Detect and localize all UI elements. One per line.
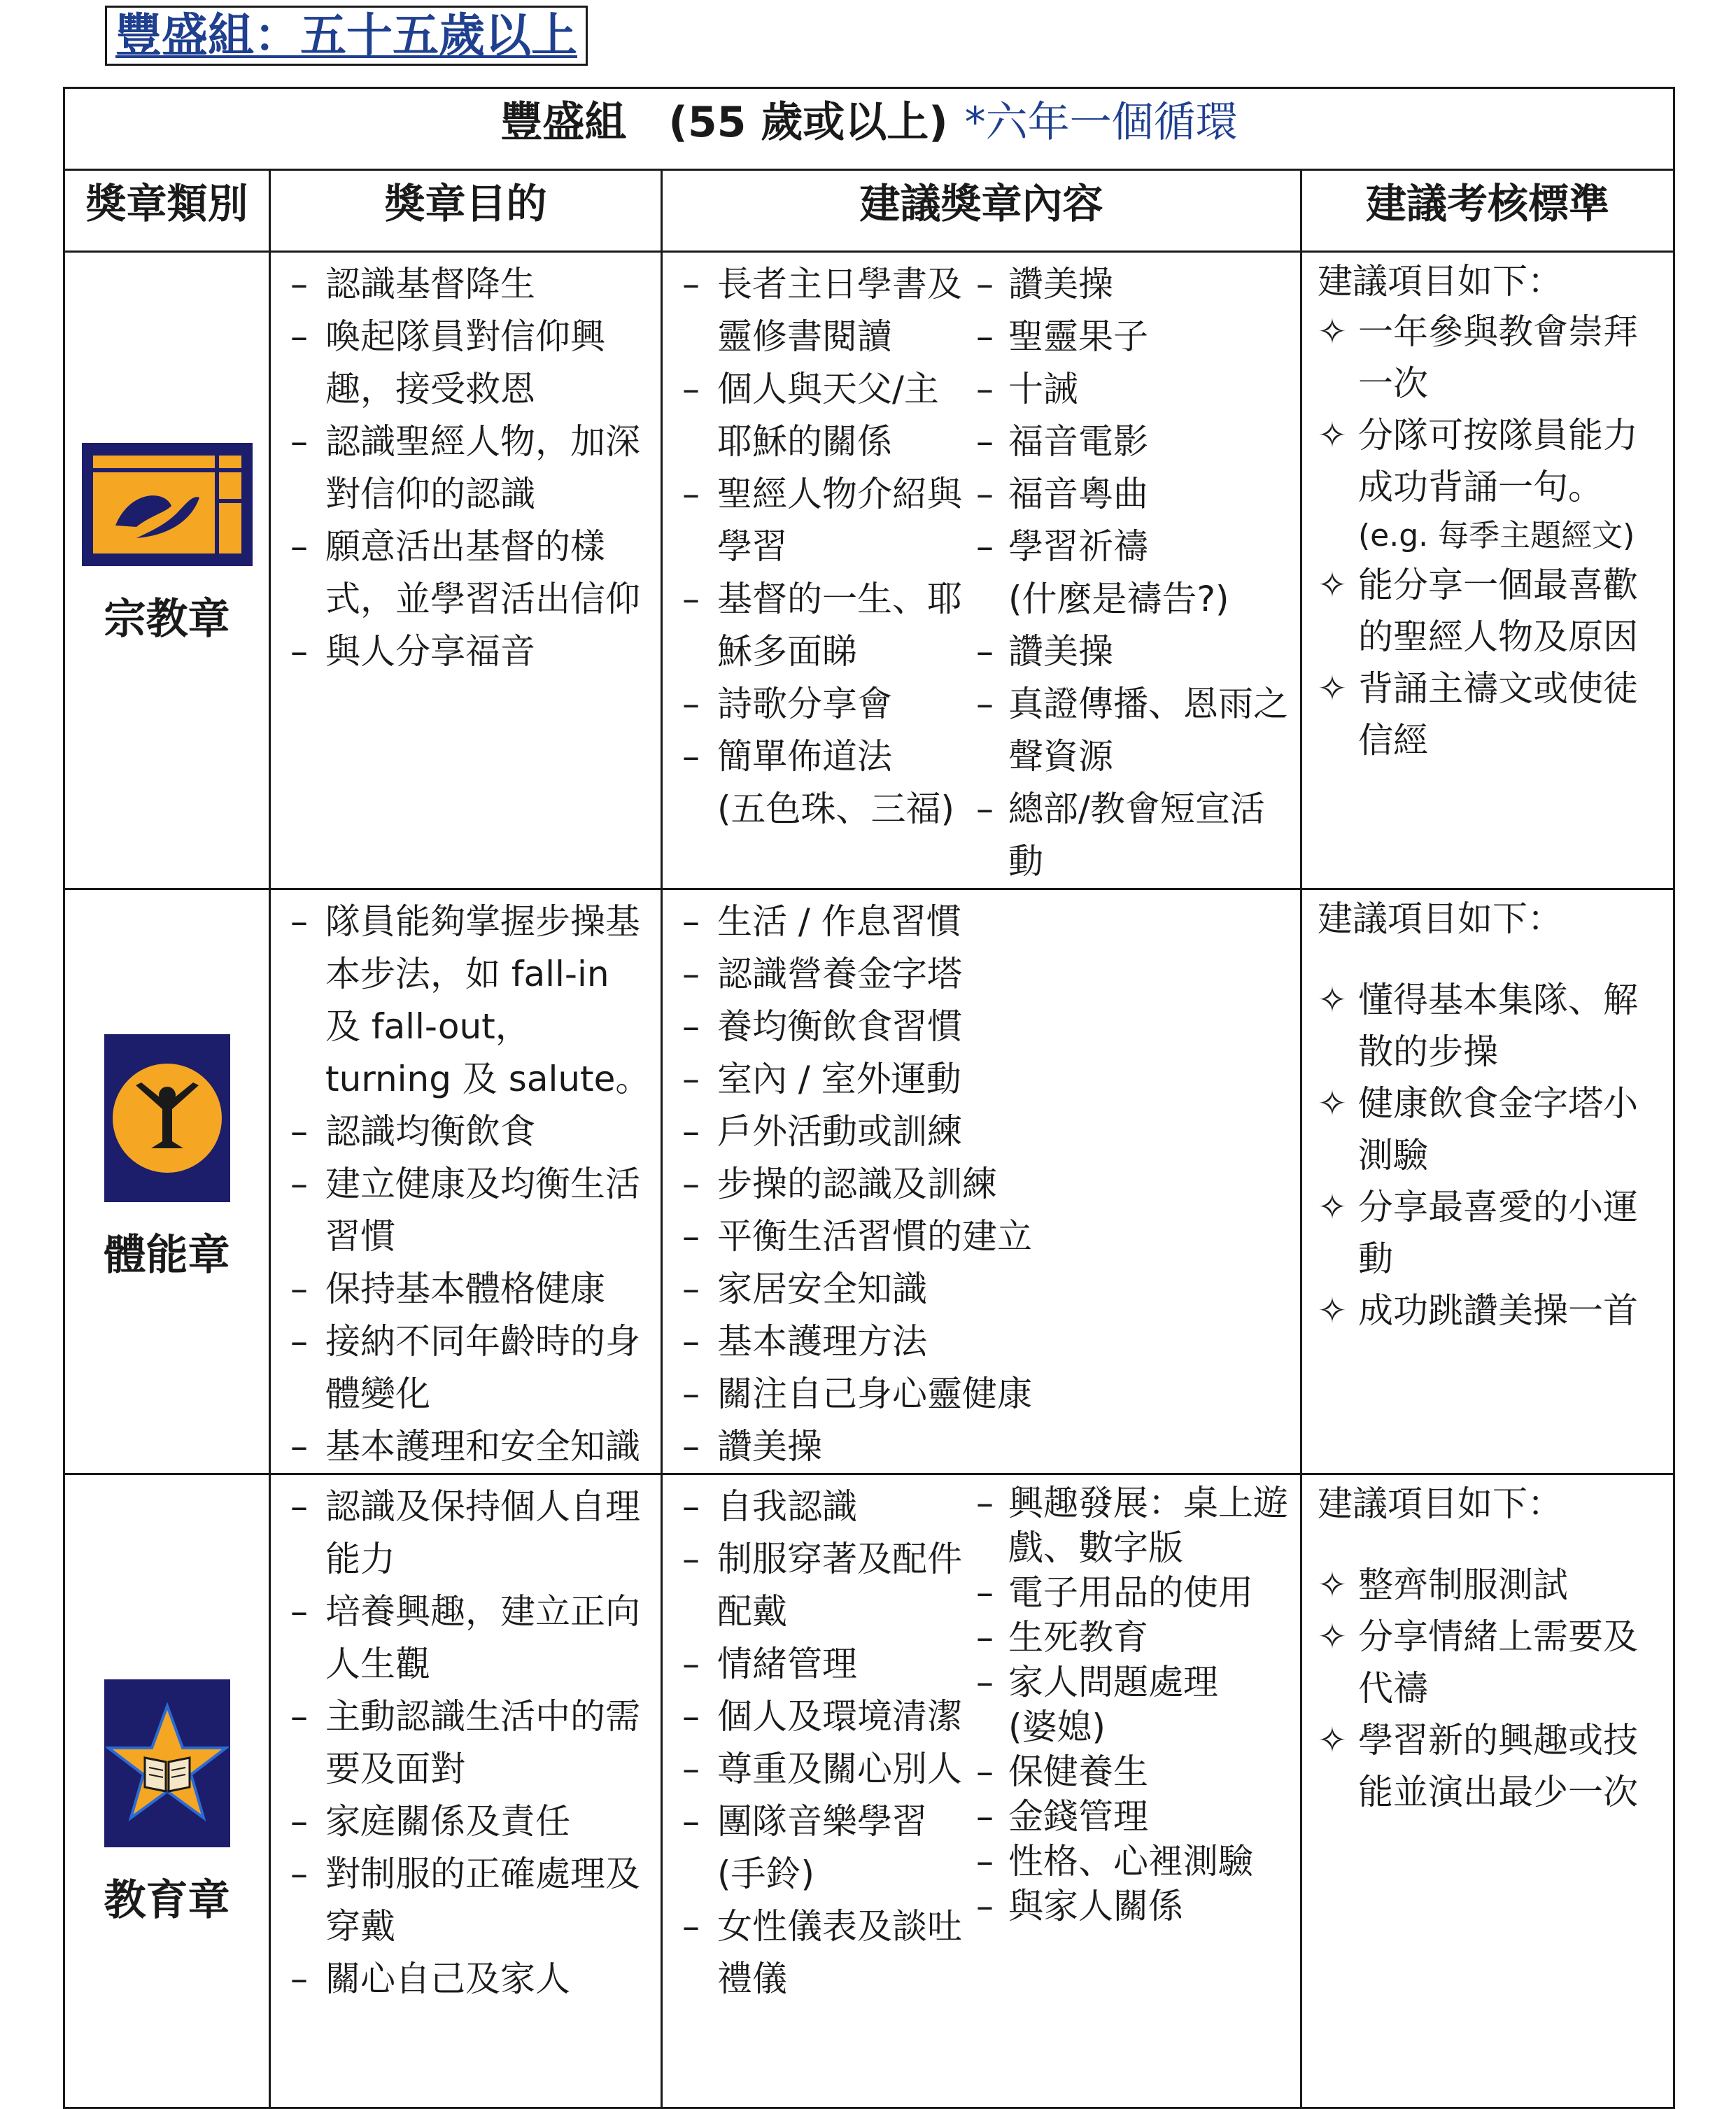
table-title: [64, 88, 1674, 170]
criteria-cell: [1301, 252, 1674, 889]
content-item: – 團隊音樂學習: [672, 1796, 966, 1848]
purpose-item: – 基本護理和安全知識: [281, 1420, 654, 1473]
content-cell: [662, 1474, 1301, 2108]
purpose-cell: [270, 889, 662, 1474]
category-label: 體能章: [104, 1231, 230, 1280]
content-item: – 尊重及關心別人: [672, 1743, 966, 1796]
star-book-icon: [104, 1679, 230, 1847]
criteria-item: ✧ 背誦主禱文或使徒信經: [1318, 663, 1665, 766]
purpose-item: – 接納不同年齡時的身體變化: [281, 1316, 654, 1420]
content-item: – 養均衡飲食習慣: [672, 1001, 1293, 1053]
purpose-item: – 認識及保持個人自理能力: [281, 1481, 654, 1586]
criteria-cell: [1301, 1474, 1674, 2108]
content-item: – 與家人關係: [973, 1884, 1293, 1928]
content-item: – 室內 / 室外運動: [672, 1053, 1293, 1106]
criteria-cell: [1301, 889, 1674, 1474]
criteria-item: ✧ 分享最喜愛的小運動: [1318, 1181, 1665, 1285]
criteria-item: ✧ 成功跳讚美操一首: [1318, 1285, 1665, 1336]
table-row: [64, 889, 1674, 1474]
content-item: – 讚美操: [973, 626, 1293, 678]
table-title-row: [64, 88, 1674, 170]
content-item: – 簡單佈道法: [672, 731, 966, 783]
content-item: – 基督的一生、耶穌多面睇: [672, 573, 966, 678]
purpose-item: – 關心自己及家人: [281, 1953, 654, 2005]
content-item: – 個人與天父/主耶穌的關係: [672, 363, 966, 468]
criteria-note: (e.g. 每季主題經文): [1358, 518, 1635, 553]
content-item: – 戶外活動或訓練: [672, 1106, 1293, 1158]
content-item: – 電子用品的使用: [973, 1570, 1293, 1615]
criteria-item: ✧ 懂得基本集隊、解散的步操: [1318, 974, 1665, 1078]
content-item: – 家人問題處理: [973, 1660, 1293, 1705]
praying-hands-icon: [82, 443, 253, 566]
purpose-cell: [270, 252, 662, 889]
content-item: – 制服穿著及配件配戴: [672, 1533, 966, 1638]
table-title-age: (55 歲或以上): [668, 98, 948, 147]
content-cell: [662, 889, 1301, 1474]
category-cell: [64, 1474, 270, 2108]
purpose-item: – 對制服的正確處理及穿戴: [281, 1848, 654, 1953]
category-cell: [64, 252, 270, 889]
content-item: – 保健養生: [973, 1749, 1293, 1794]
purpose-item: – 與人分享福音: [281, 626, 654, 678]
content-item: – 讚美操: [672, 1420, 1293, 1473]
content-item: – 步操的認識及訓練: [672, 1158, 1293, 1211]
content-item: – 情緒管理: [672, 1638, 966, 1691]
table-header-row: [64, 170, 1674, 252]
content-item: – 關注自己身心靈健康: [672, 1368, 1293, 1420]
purpose-item: – 隊員能夠掌握步操基本步法，如 fall-in 及 fall-out，turning 及 salute。: [281, 896, 654, 1106]
content-item: – 生死教育: [973, 1615, 1293, 1660]
content-item: – 認識營養金字塔: [672, 948, 1293, 1001]
criteria-item: ✧ 健康飲食金字塔小測驗: [1318, 1078, 1665, 1181]
content-item: – 金錢管理: [973, 1794, 1293, 1839]
content-cell: [662, 252, 1301, 889]
content-item: – 女性儀表及談吐禮儀: [672, 1900, 966, 2005]
purpose-item: – 主動認識生活中的需要及面對: [281, 1691, 654, 1796]
content-item: – 基本護理方法: [672, 1316, 1293, 1368]
content-item: – 長者主日學書及靈修書閱讀: [672, 258, 966, 363]
purpose-item: – 認識基督降生: [281, 258, 654, 311]
category-cell: [64, 889, 270, 1474]
table-title-note: *六年一個循環: [964, 98, 1238, 147]
criteria-item: ✧ 一年參與教會崇拜一次: [1318, 306, 1665, 409]
criteria-intro: 建議項目如下：: [1318, 261, 1562, 302]
page-heading: 豐盛組：五十五歲以上: [105, 6, 588, 66]
table-row: [64, 1474, 1674, 2108]
criteria-item: ✧ 分隊可按隊員能力成功背誦一句。: [1318, 409, 1665, 513]
content-note: (手鈴): [717, 1854, 815, 1894]
purpose-item: – 願意活出基督的樣式，並學習活出信仰: [281, 521, 654, 626]
purpose-item: – 喚起隊員對信仰興趣，接受救恩: [281, 311, 654, 416]
criteria-item: ✧ 整齊制服測試: [1318, 1559, 1665, 1611]
content-item: – 真證傳播、恩雨之聲資源: [973, 678, 1293, 783]
content-item: – 家居安全知識: [672, 1263, 1293, 1316]
content-note: (五色珠、三福): [717, 789, 955, 829]
category-label: 教育章: [104, 1876, 230, 1925]
purpose-item: – 保持基本體格健康: [281, 1263, 654, 1316]
content-item: – 總部/教會短宣活動: [973, 783, 1293, 888]
person-raised-arms-icon: [104, 1034, 230, 1202]
criteria-intro: 建議項目如下：: [1318, 1483, 1562, 1524]
purpose-item: – 建立健康及均衡生活習慣: [281, 1158, 654, 1263]
content-item: – 讚美操: [973, 258, 1293, 311]
criteria-item: ✧ 能分享一個最喜歡的聖經人物及原因: [1318, 559, 1665, 663]
content-item: – 學習祈禱: [973, 521, 1293, 573]
content-item: – 性格、心裡測驗: [973, 1839, 1293, 1884]
badge-table: [63, 87, 1675, 2109]
table-row: [64, 252, 1674, 889]
content-note: (什麼是禱告?): [1008, 579, 1229, 619]
content-item: – 平衡生活習慣的建立: [672, 1211, 1293, 1263]
content-item: – 詩歌分享會: [672, 678, 966, 731]
content-item: – 個人及環境清潔: [672, 1691, 966, 1743]
purpose-item: – 認識聖經人物，加深對信仰的認識: [281, 416, 654, 521]
content-note: (婆媳): [1008, 1707, 1106, 1747]
content-item: – 福音粵曲: [973, 468, 1293, 521]
header-purpose: 獎章目的: [270, 170, 662, 252]
content-item: – 生活 / 作息習慣: [672, 896, 1293, 948]
content-item: – 福音電影: [973, 416, 1293, 468]
content-item: – 聖經人物介紹與學習: [672, 468, 966, 573]
purpose-cell: [270, 1474, 662, 2108]
header-content: 建議獎章內容: [662, 170, 1301, 252]
category-label: 宗教章: [104, 595, 230, 644]
criteria-item: ✧ 分享情緒上需要及代禱: [1318, 1611, 1665, 1714]
criteria-item: ✧ 學習新的興趣或技能並演出最少一次: [1318, 1714, 1665, 1818]
content-item: – 興趣發展：桌上遊戲、數字版: [973, 1481, 1293, 1570]
content-item: – 聖靈果子: [973, 311, 1293, 363]
header-criteria: 建議考核標準: [1301, 170, 1674, 252]
content-item: – 十誡: [973, 363, 1293, 416]
purpose-item: – 家庭關係及責任: [281, 1796, 654, 1848]
table-title-main: 豐盛組: [500, 98, 627, 147]
purpose-item: – 培養興趣，建立正向人生觀: [281, 1586, 654, 1691]
purpose-item: – 認識均衡飲食: [281, 1106, 654, 1158]
header-category: 獎章類別: [64, 170, 270, 252]
criteria-intro: 建議項目如下：: [1318, 898, 1562, 939]
content-item: – 自我認識: [672, 1481, 966, 1533]
